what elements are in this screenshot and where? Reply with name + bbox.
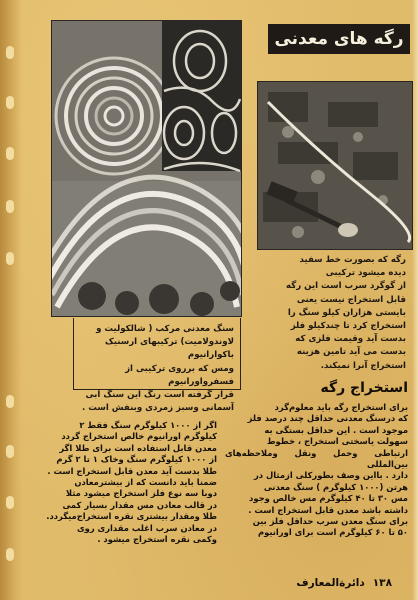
body-line: داشته باشد معدن قابل استخراج است .	[248, 504, 408, 515]
body-line: دارد . بااین وصف بطورکلی ازمثال در	[253, 470, 408, 481]
caption-line: بدست آید وقیمت فلزی که	[295, 334, 406, 345]
binding-hole	[6, 252, 14, 265]
binding-hole	[6, 96, 14, 109]
body-line: ۵۰ تا ۶۰ کیلوگرم است برای اورانیوم	[257, 527, 408, 538]
page-title-banner	[268, 24, 410, 54]
caption-line: لاوندولامیت) ترکیبهای ارسنیک باکوارانیوم	[104, 337, 234, 361]
page-title: رگه های معدنی	[274, 29, 404, 49]
body-line: معدن قابل استفاده است برای طلا اگر	[59, 442, 217, 453]
body-line: مس ۳۰ تا ۴۰ کیلوگرم مس خالص وجود	[249, 493, 408, 504]
body-line: از ۱۰۰۰ کیلوگرم سنگ وخاک ۱ تا ۲ گرم	[56, 454, 217, 465]
mineral-caption	[73, 318, 241, 414]
ore-vein-photo	[257, 81, 413, 250]
body-line: در معادن سرب اغلب مقداری روی	[76, 522, 217, 533]
caption-line: قرار گرفته است رنگ این سنگ آبی	[85, 390, 234, 401]
book-title: دائرة‌المعارف	[296, 577, 365, 589]
body-line: ضمنا باید دانست که از بیشترمعادن	[74, 477, 217, 488]
binding-hole	[6, 200, 14, 213]
body-line: در قالب معادن مس مقدار بسیار کمی	[62, 499, 217, 510]
caption-line: آسمانی وسبز زمردی وبنفش است .	[82, 403, 234, 414]
body-line: اگر از ۱۰۰۰ کیلوگرم سنگ فقط ۲	[79, 420, 217, 430]
page-footer	[256, 577, 392, 593]
body-line: که درسنگ معدنی حداقل چند درصد فلز	[247, 413, 408, 424]
body-line: طلا ومقدار بیشتری نقره استخراج‌میگردد.	[46, 511, 217, 522]
body-column-right	[225, 402, 408, 574]
body-line: طلا بدست آید معدن قابل استخراج است .	[47, 465, 217, 476]
caption-line: ومس که برروی ترکیبی از فسفرواورانیوم	[125, 363, 234, 387]
caption-line: استخراج آنرا نمیکند.	[320, 360, 406, 371]
body-line: وکمی نقره استخراج میشود .	[97, 534, 217, 545]
body-line: برای استخراج رگه باید معلوم‌گرد	[274, 402, 408, 412]
body-line: هرتن (۱۰۰۰ کیلوگرم ) سنگ معدنی	[263, 481, 408, 492]
section-heading: استخراج رگه	[320, 380, 408, 396]
body-line: ارتباطی وحمل ونقل وملاحظه‌های بین‌المللی	[225, 447, 408, 470]
caption-line: سنگ معدنی مرکب ( شالکولیت و	[96, 324, 234, 334]
caption-line: رگه که بصورت خط سفید	[299, 255, 406, 265]
binding-hole	[6, 548, 14, 561]
body-column-left	[45, 420, 217, 554]
caption-line: استخراج کرد تا چندکیلو فلز	[290, 321, 406, 332]
binding-hole	[6, 395, 14, 408]
binding-spine	[0, 0, 22, 600]
caption-line: قابل استخراج نیست یعنی	[296, 294, 406, 305]
ore-vein-caption	[252, 254, 406, 374]
body-line: برای سنگ معدن سرب حداقل فلز بین	[252, 516, 408, 527]
body-line: موجود است . این حداقل بستگی به	[264, 424, 408, 435]
body-line: سهولت یاسختی استخراج ، خطوط	[266, 436, 408, 447]
body-line: کیلوگرم اورانیوم خالص استخراج گردد	[61, 431, 217, 442]
caption-line: دیده میشود ترکیبی	[325, 268, 406, 279]
binding-hole	[6, 147, 14, 160]
binding-hole	[6, 46, 14, 59]
caption-line: بایستی هزاران کیلو سنگ را	[287, 307, 406, 318]
binding-hole	[6, 496, 14, 509]
mineral-photo	[51, 20, 242, 317]
caption-line: بدست می آید تامین هزینه	[296, 347, 406, 358]
body-line: دوبا سه نوع فلز استخراج میشود مثلا	[65, 488, 217, 499]
binding-hole	[6, 445, 14, 458]
caption-line: از گوگرد سرب است این رگه	[286, 281, 406, 292]
page-number: ۱۳۸	[372, 577, 392, 589]
